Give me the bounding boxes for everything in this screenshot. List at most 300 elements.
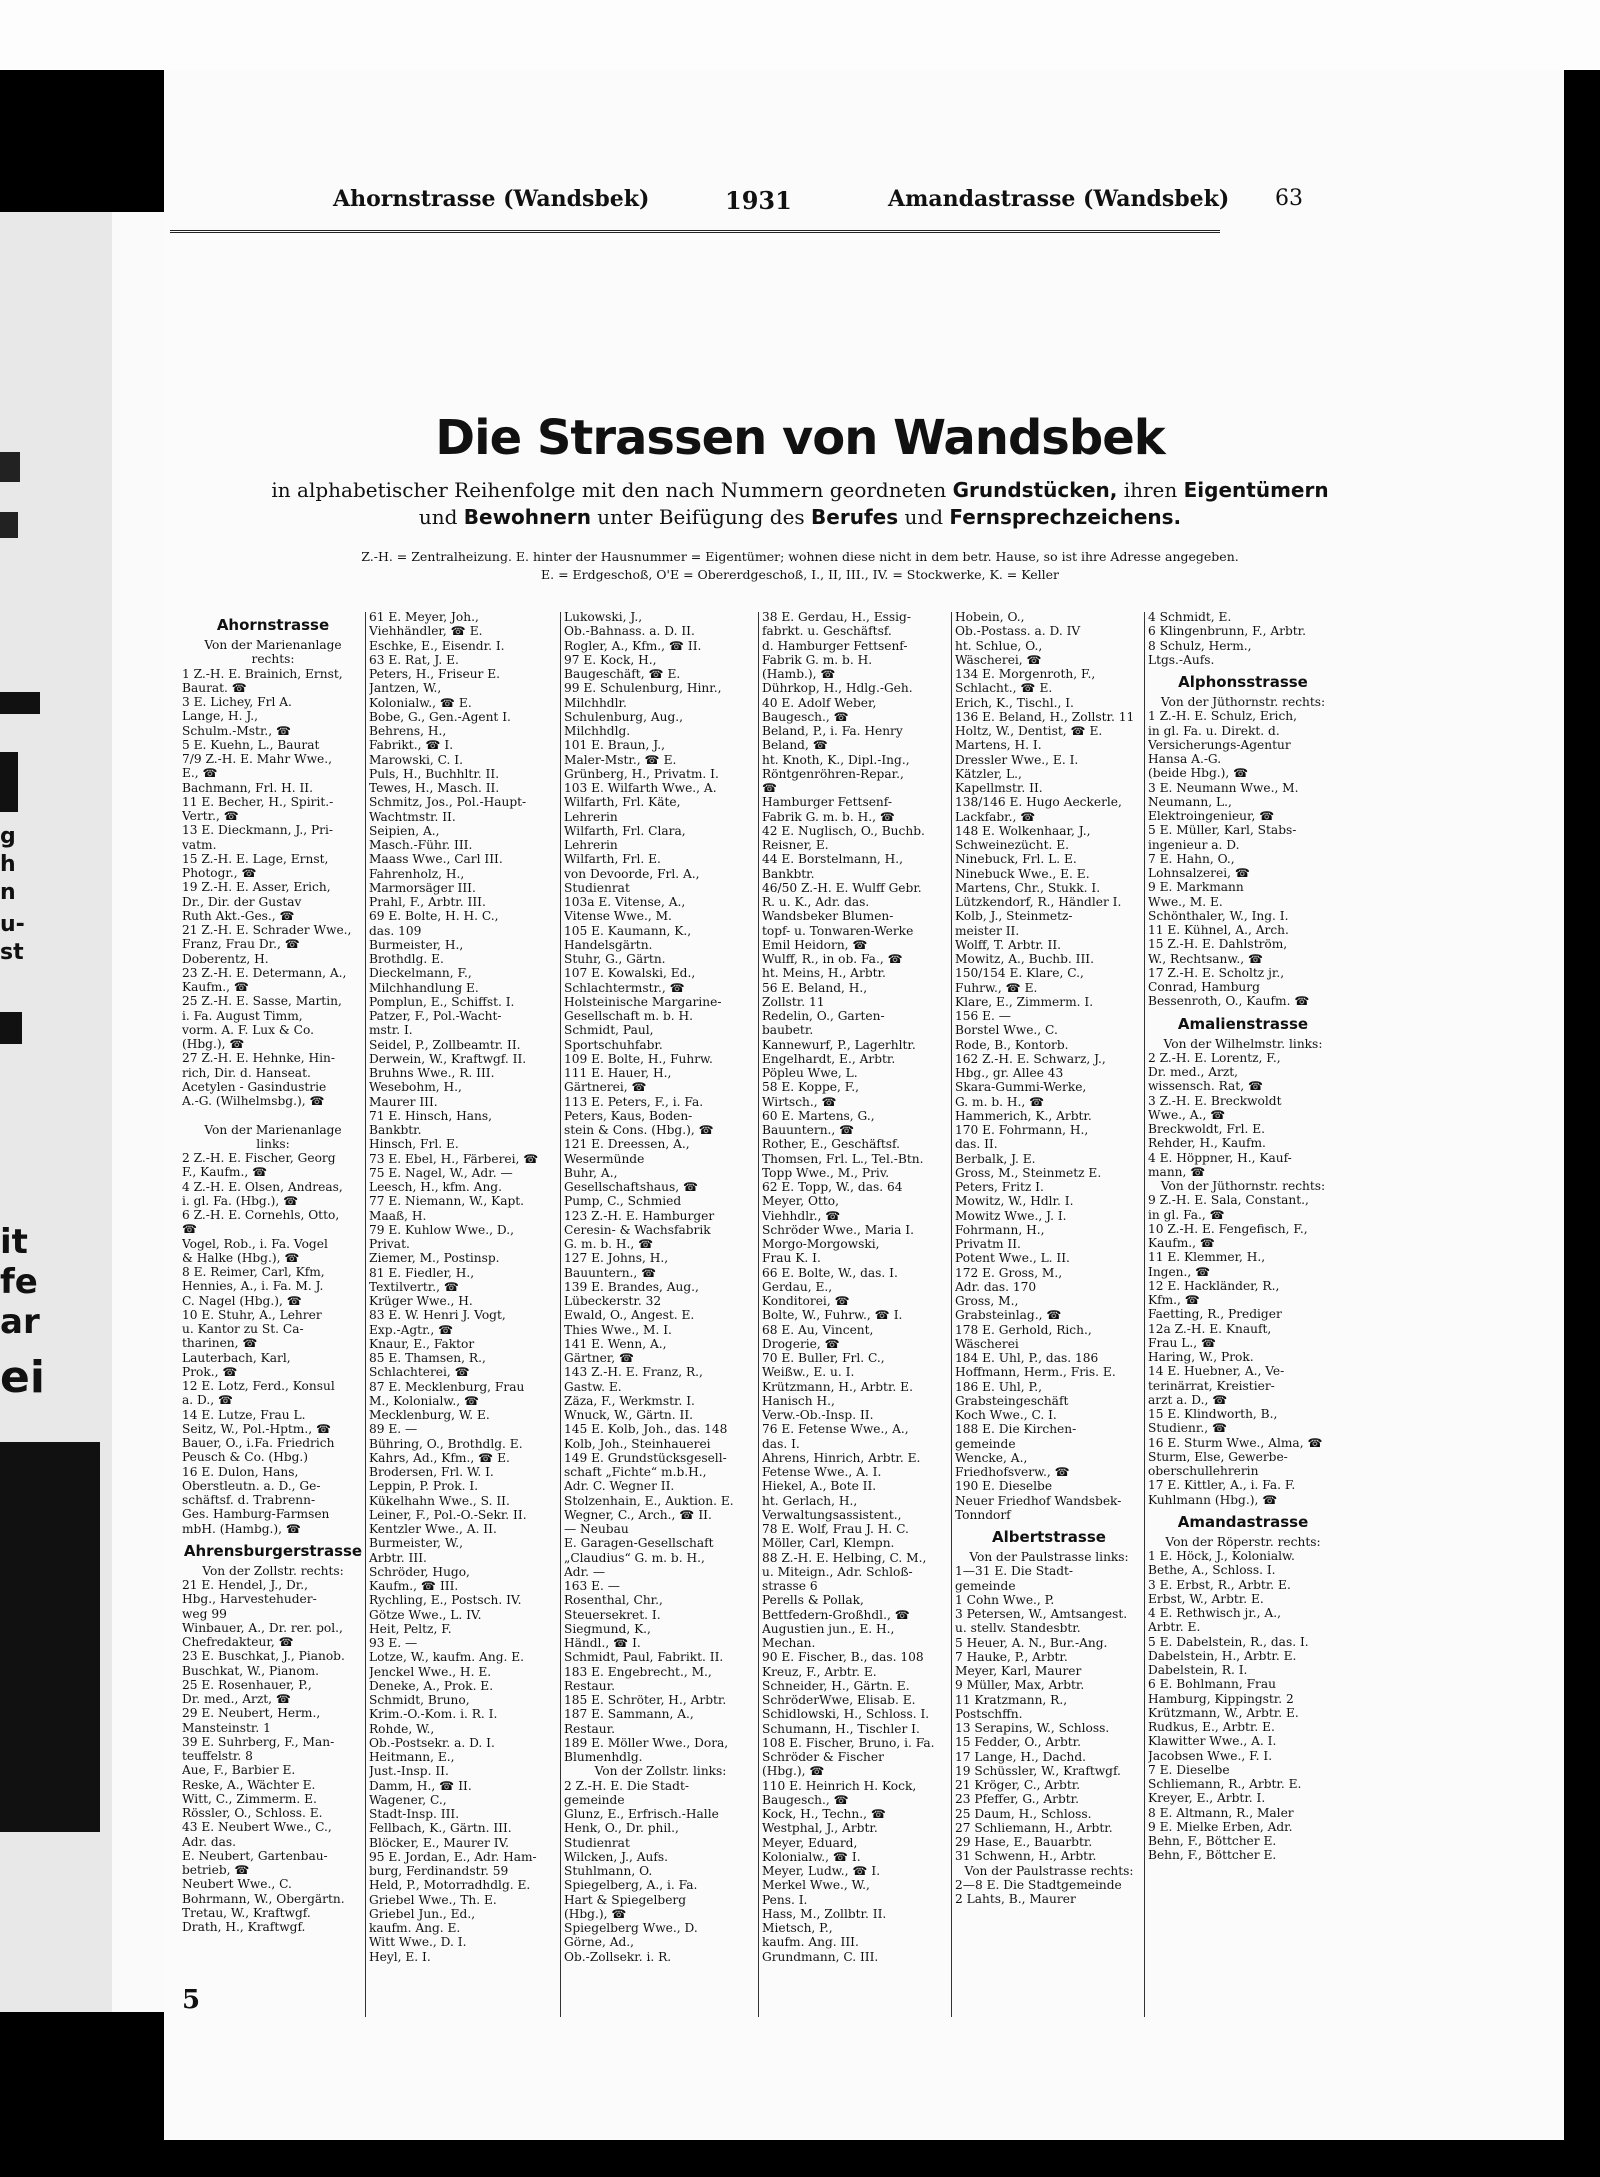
directory-entry: 38 E. Gerdau, H., Essig- — [762, 610, 911, 624]
directory-entry: Rychling, E., Postsch. IV. — [369, 1593, 522, 1608]
directory-entry: Pomplun, E., Schiffst. I. — [369, 994, 515, 1009]
directory-entry: Hamburg, Kippingstr. 2 — [1148, 1691, 1294, 1706]
page-title: Die Strassen von Wandsbek — [435, 410, 1165, 466]
directory-entry: Hoffmann, Herm., Fris. E. — [955, 1365, 1116, 1380]
directory-entry: Kahrs, Ad., Kfm., ☎ E. — [369, 1450, 510, 1465]
directory-entry: 23 E. Buschkat, J., Pianob. — [182, 1649, 345, 1664]
directory-entry: Ninebuck Wwe., E. E. — [955, 866, 1090, 881]
directory-entry: Peters, H., Friseur E. — [369, 667, 501, 681]
directory-entry: 15 E. Klindworth, B., — [1148, 1407, 1278, 1421]
directory-entry: Kuhlmann (Hbg.), ☎ — [1148, 1492, 1278, 1507]
directory-entry: Meyer, Ludw., ☎ I. — [762, 1864, 881, 1878]
directory-entry: (Hbg.), ☎ — [182, 1037, 245, 1051]
directory-entry: gemeinde — [564, 1792, 625, 1807]
directory-entry: Wulff, R., in ob. Fa., ☎ — [762, 952, 903, 966]
directory-entry: Schmidt, Bruno, — [369, 1693, 470, 1707]
directory-entry: 81 E. Fiedler, H., — [369, 1265, 475, 1280]
directory-entry: 39 E. Suhrberg, F., Man- — [182, 1734, 335, 1749]
directory-entry: Exp.-Agtr., ☎ — [369, 1322, 454, 1337]
directory-entry: in gl. Fa. u. Direkt. d. — [1148, 723, 1280, 738]
fragment-text: fe — [0, 1262, 38, 1302]
directory-entry: Dr. med., Arzt, — [1148, 1065, 1239, 1079]
directory-entry: Bettfedern-Großhdl., ☎ — [762, 1607, 910, 1622]
directory-entry: Kolb, J., Steinmetz- — [955, 909, 1073, 924]
directory-entry: Dressler Wwe., E. I. — [955, 752, 1079, 767]
section-subheading: Von der Marienanlage — [204, 638, 342, 652]
directory-entry: Maass Wwe., Carl III. — [369, 852, 503, 867]
directory-entry: Chefredakteur, ☎ — [182, 1635, 294, 1649]
directory-entry: Studienrat — [564, 1835, 630, 1850]
directory-entry: Dieckelmann, F., — [369, 966, 472, 981]
directory-entry: 15 Fedder, O., Arbtr. — [955, 1735, 1082, 1750]
directory-entry: Prahl, F., Arbtr. III. — [369, 895, 486, 909]
directory-entry: Deneke, A., Prok. E. — [369, 1678, 494, 1693]
directory-entry: Conrad, Hamburg — [1148, 980, 1260, 994]
directory-entry: R. u. K., Adr. das. — [762, 895, 870, 909]
header-year: 1931 — [725, 186, 792, 215]
column-rule — [560, 612, 561, 2017]
directory-entry: Mietsch, P., — [762, 1921, 833, 1935]
directory-entry: Mansteinstr. 1 — [182, 1720, 271, 1735]
fragment-text: st — [0, 940, 24, 965]
directory-entry: Leppin, P. Prok. I. — [369, 1479, 479, 1494]
directory-entry: 5 E. Dabelstein, R., das. I. — [1148, 1634, 1309, 1649]
directory-entry: 1—31 E. Die Stadt- — [955, 1564, 1074, 1579]
directory-entry: Jacobsen Wwe., F. I. — [1148, 1748, 1273, 1763]
directory-entry: 103 E. Wilfarth Wwe., A. — [564, 781, 717, 795]
column-rule — [758, 612, 759, 2017]
directory-entry: Wilfarth, Frl. Käte, — [564, 795, 681, 810]
directory-entry: Fetense Wwe., A. I. — [762, 1465, 882, 1479]
directory-entry: Winbauer, A., Dr. rer. pol., — [182, 1620, 343, 1635]
directory-entry: 27 Z.-H. E. Hehnke, Hin- — [182, 1051, 336, 1066]
directory-entry: 113 E. Peters, F., i. Fa. — [564, 1094, 704, 1109]
directory-entry: Viehhdlr., ☎ — [762, 1208, 841, 1223]
directory-entry: Maaß, H. — [369, 1208, 427, 1223]
directory-entry: Morgo-Morgowski, — [762, 1237, 880, 1251]
directory-entry: Bethe, A., Schloss. I. — [1148, 1563, 1276, 1578]
directory-entry: Grundmann, C. III. — [762, 1949, 879, 1964]
directory-entry: Krüger Wwe., H. — [369, 1294, 473, 1308]
directory-entry: Ltgs.-Aufs. — [1148, 652, 1215, 667]
directory-entry: Milchhdlg. — [564, 724, 631, 738]
directory-entry: 136 E. Beland, H., Zollstr. 11 — [955, 709, 1135, 724]
directory-entry: 63 E. Rat, J. E. — [369, 652, 459, 667]
directory-entry: 56 E. Beland, H., — [762, 980, 868, 995]
directory-entry: Bruhns Wwe., R. III. — [369, 1066, 495, 1080]
directory-entry: 83 E. W. Henri J. Vogt, — [369, 1308, 506, 1323]
directory-entry: Schulenburg, Aug., — [564, 709, 684, 724]
directory-entry: Reske, A., Wächter E. — [182, 1777, 316, 1792]
directory-entry: Kaufm., ☎ — [182, 980, 250, 994]
directory-entry: Kükelhahn Wwe., S. II. — [369, 1493, 510, 1508]
directory-entry: Studienrat — [564, 880, 630, 895]
directory-entry: Hass, M., Zollbtr. II. — [762, 1906, 887, 1921]
directory-column-3 — [564, 610, 757, 2030]
directory-entry: das. I. — [762, 1436, 800, 1451]
section-subheading: Von der Paulstrasse rechts: — [964, 1863, 1134, 1878]
directory-entry: Viehhändler, ☎ E. — [369, 624, 483, 639]
directory-entry: 121 E. Dreessen, A., — [564, 1137, 690, 1152]
directory-entry: terinärrat, Kreistier- — [1148, 1378, 1275, 1393]
directory-entry: Privat. — [369, 1237, 410, 1251]
directory-entry: 9 E. Mielke Erben, Adr. — [1148, 1819, 1293, 1834]
directory-entry: Dührkop, H., Hdlg.-Geh. — [762, 681, 913, 696]
directory-entry: 40 E. Adolf Weber, — [762, 695, 877, 710]
section-subheading: Von der Zollstr. rechts: — [202, 1563, 344, 1578]
directory-entry: Bohrmann, W., Obergärtn. — [182, 1891, 345, 1906]
directory-entry: Schönthaler, W., Ing. I. — [1148, 908, 1289, 923]
directory-entry: Grabsteinlag., ☎ — [955, 1308, 1062, 1323]
directory-entry: Neuer Friedhof Wandsbek- — [955, 1493, 1122, 1508]
directory-entry: Gesellschaft m. b. H. — [564, 1009, 694, 1023]
directory-entry: Bolte, W., Fuhrw., ☎ I. — [762, 1308, 903, 1323]
directory-entry: Heyl, E. I. — [369, 1949, 431, 1964]
directory-entry: Martens, H. I. — [955, 738, 1042, 753]
directory-entry: 12 E. Hackländer, R., — [1148, 1278, 1280, 1293]
directory-entry: 42 E. Nuglisch, O., Buchb. — [762, 823, 925, 838]
directory-entry: Reisner, E. — [762, 838, 829, 852]
directory-entry: Mecklenburg, W. E. — [369, 1408, 490, 1422]
directory-entry: arzt a. D., ☎ — [1148, 1392, 1228, 1407]
directory-entry: 5 Heuer, A. N., Bur.-Ang. — [955, 1635, 1108, 1650]
directory-entry: Hart & Spiegelberg — [564, 1892, 687, 1907]
directory-entry: Lohnsalzerei, ☎ — [1148, 866, 1251, 880]
directory-entry: 4 Schmidt, E. — [1148, 610, 1232, 624]
directory-entry: Schmidt, Paul, Fabrikt. II. — [564, 1650, 724, 1665]
directory-entry: 134 E. Morgenroth, F., — [955, 667, 1096, 681]
directory-entry: Thies Wwe., M. I. — [564, 1322, 672, 1337]
directory-entry: 188 E. Die Kirchen- — [955, 1422, 1077, 1437]
directory-entry: 4 Z.-H. E. Olsen, Andreas, — [182, 1179, 343, 1194]
directory-entry: u. Miteign., Adr. Schloß- — [762, 1564, 913, 1579]
directory-entry: 3 Z.-H. E. Breckwoldt — [1148, 1093, 1282, 1108]
directory-entry: 6 E. Bohlmann, Frau — [1148, 1677, 1276, 1692]
directory-entry: Baugeschäft, ☎ E. — [564, 667, 681, 681]
directory-entry: Berbalk, J. E. — [955, 1151, 1036, 1166]
directory-entry: 85 E. Thamsen, R., — [369, 1351, 486, 1365]
directory-entry: Neumann, L., — [1148, 794, 1232, 809]
directory-entry: 11 E. Klemmer, H., — [1148, 1250, 1266, 1265]
directory-entry: d. Hamburger Fettsenf- — [762, 638, 908, 653]
directory-entry: Bauuntern., ☎ — [564, 1265, 657, 1280]
directory-entry: Sportschuhfabr. — [564, 1037, 663, 1052]
directory-entry: Peters, Fritz I. — [955, 1180, 1044, 1194]
directory-entry: 189 E. Möller Wwe., Dora, — [564, 1735, 729, 1750]
directory-entry: (beide Hbg.), ☎ — [1148, 766, 1249, 781]
directory-entry: 148 E. Wolkenhaar, J., — [955, 823, 1091, 838]
directory-entry: Photogr., ☎ — [182, 866, 257, 880]
directory-entry: Gärtnerei, ☎ — [564, 1080, 647, 1095]
directory-entry: Bobe, G., Gen.-Agent I. — [369, 709, 511, 724]
directory-entry: Grabsteingeschäft — [955, 1393, 1069, 1408]
directory-entry: 66 E. Bolte, W., das. I. — [762, 1265, 898, 1280]
directory-entry: Wäscherei, ☎ — [955, 652, 1042, 667]
directory-entry: Fabrikt., ☎ I. — [369, 738, 454, 753]
directory-entry: Händl., ☎ I. — [564, 1636, 641, 1650]
directory-entry: Beland, ☎ — [762, 738, 828, 753]
directory-entry: Mechan. — [762, 1636, 816, 1650]
directory-entry: 89 E. — — [369, 1422, 418, 1437]
directory-entry: Rode, B., Kontorb. — [955, 1037, 1069, 1052]
directory-entry: 87 E. Mecklenburg, Frau — [369, 1379, 525, 1394]
directory-entry: Wegner, C., Arch., ☎ II. — [564, 1507, 712, 1522]
directory-entry: Derwein, W., Kraftwgf. II. — [369, 1051, 527, 1066]
directory-entry: Konditorei, ☎ — [762, 1294, 850, 1308]
directory-entry: SchröderWwe, Elisab. E. — [762, 1693, 916, 1707]
directory-entry: Schulm.-Mstr., ☎ — [182, 723, 292, 738]
directory-entry: E. Garagen-Gesellschaft — [564, 1536, 714, 1551]
directory-entry: 43 E. Neubert Wwe., C., — [182, 1820, 332, 1835]
directory-entry: 25 E. Rosenhauer, P., — [182, 1677, 312, 1692]
directory-entry: 138/146 E. Hugo Aeckerle, — [955, 795, 1122, 810]
directory-entry: Studienr., ☎ — [1148, 1421, 1228, 1436]
directory-entry: 15 Z.-H. E. Dahlström, — [1148, 937, 1288, 952]
directory-entry: Röntgenröhren-Repar., — [762, 766, 904, 781]
directory-entry: 105 E. Kaumann, K., — [564, 923, 692, 938]
directory-entry: 29 Hase, E., Bauarbtr. — [955, 1835, 1093, 1849]
directory-entry: teuffelstr. 8 — [182, 1749, 253, 1763]
directory-entry: Neubert Wwe., C. — [182, 1877, 292, 1892]
directory-entry: Griebel Wwe., Th. E. — [369, 1892, 497, 1907]
directory-entry: E., ☎ — [182, 766, 218, 781]
directory-entry: Glunz, E., Erfrisch.-Halle — [564, 1807, 719, 1821]
directory-entry: tharinen, ☎ — [182, 1336, 258, 1351]
directory-entry: Hanisch H., — [762, 1393, 835, 1408]
directory-entry: Möller, Carl, Klempn. — [762, 1536, 895, 1551]
directory-entry: 4 E. Rethwisch jr., A., — [1148, 1606, 1281, 1620]
directory-entry: Mowitz, W., Hdlr. I. — [955, 1194, 1074, 1209]
directory-entry: Kapellmstr. II. — [955, 781, 1043, 795]
directory-entry: 17 Z.-H. E. Scholtz jr., — [1148, 965, 1285, 980]
directory-entry: Damm, H., ☎ II. — [369, 1778, 472, 1793]
directory-entry: Seitz, W., Pol.-Hptm., ☎ — [182, 1421, 332, 1436]
directory-entry: 27 Schliemann, H., Arbtr. — [955, 1820, 1113, 1835]
directory-entry: 23 Pfeffer, G., Arbtr. — [955, 1792, 1080, 1807]
directory-entry: Aue, F., Barbier E. — [182, 1763, 296, 1778]
directory-entry: Brothdlg. E. — [369, 952, 444, 966]
directory-entry: 185 E. Schröter, H., Arbtr. — [564, 1693, 727, 1707]
directory-entry: G. m. b. H., ☎ — [564, 1237, 654, 1251]
directory-entry: 108 E. Fischer, Bruno, i. Fa. — [762, 1735, 935, 1750]
directory-entry: 1 E. Höck, J., Kolonialw. — [1148, 1549, 1295, 1563]
legend-line-2: E. = Erdgeschoß, O'E = Obererdgeschoß, I., II, III., IV. = Stockwerke, K. = Keller — [541, 567, 1059, 582]
directory-entry: Burmeister, H., — [369, 937, 464, 952]
directory-entry: Maurer III. — [369, 1094, 438, 1109]
directory-entry: Wilfarth, Frl. Clara, — [564, 823, 686, 838]
directory-entry: Stuhlmann, O. — [564, 1864, 653, 1878]
street-heading: Alphonsstrasse — [1178, 673, 1308, 691]
directory-entry: Witt Wwe., D. I. — [369, 1935, 467, 1950]
directory-entry: Krützmann, W., Arbtr. E. — [1148, 1705, 1299, 1720]
directory-entry: Kolb, Joh., Steinhauerei — [564, 1436, 711, 1451]
directory-entry: 8 Schulz, Herm., — [1148, 638, 1252, 653]
directory-entry: Bauuntern., ☎ — [762, 1123, 855, 1137]
directory-entry: von Devoorde, Frl. A., — [564, 866, 700, 881]
directory-entry: 29 E. Neubert, Herm., — [182, 1706, 321, 1721]
directory-entry: baubetr. — [762, 1023, 814, 1038]
directory-entry: (Hbg.), ☎ — [762, 1764, 825, 1779]
directory-entry: 107 E. Kowalski, Ed., — [564, 966, 696, 981]
directory-entry: Ingen., ☎ — [1148, 1264, 1211, 1279]
directory-entry: 7 E. Hahn, O., — [1148, 851, 1235, 866]
directory-entry: Lange, H. J., — [182, 709, 259, 724]
directory-entry: Kannewurf, P., Lagerhltr. — [762, 1037, 916, 1052]
directory-entry: Perells & Pollak, — [762, 1593, 864, 1608]
directory-entry: 8 E. Altmann, R., Maler — [1148, 1805, 1294, 1820]
directory-entry: Schneider, H., Gärtn. E. — [762, 1678, 910, 1693]
directory-entry: Frau L., ☎ — [1148, 1335, 1217, 1350]
directory-entry: strasse 6 — [762, 1579, 818, 1593]
directory-entry: 77 E. Niemann, W., Kapt. — [369, 1194, 525, 1209]
column-rule — [1144, 612, 1145, 2017]
directory-entry: Gesellschaftshaus, ☎ — [564, 1180, 699, 1194]
directory-entry: kaufm. Ang. III. — [762, 1935, 859, 1950]
directory-entry: Milchhandlung E. — [369, 980, 479, 995]
directory-entry: Kaufm., ☎ III. — [369, 1579, 459, 1593]
directory-entry: Wandsbeker Blumen- — [762, 909, 894, 924]
directory-entry: 145 E. Kolb, Joh., das. 148 — [564, 1422, 728, 1437]
directory-entry: Oberstleutn. a. D., Ge- — [182, 1478, 321, 1493]
directory-entry: 9 Z.-H. E. Sala, Constant., — [1148, 1193, 1309, 1208]
directory-entry: Dr., Dir. der Gustav — [182, 894, 302, 909]
directory-entry: meister II. — [955, 923, 1020, 938]
directory-entry: Marmorsäger III. — [369, 880, 476, 895]
directory-entry: Ob.-Postsekr. a. D. I. — [369, 1735, 495, 1750]
directory-entry: Spiegelberg Wwe., D. — [564, 1921, 698, 1935]
directory-entry: Schröder & Fischer — [762, 1750, 884, 1764]
directory-entry: 127 E. Johns, H., — [564, 1251, 669, 1266]
directory-entry: Kreuz, F., Arbtr. E. — [762, 1664, 877, 1679]
directory-entry: Martens, Chr., Stukk. I. — [955, 880, 1101, 895]
directory-entry: Ges. Hamburg-Farmsen — [182, 1507, 330, 1522]
directory-entry: 149 E. Grundstücksgesell- — [564, 1450, 727, 1465]
directory-entry: Verw.-Ob.-Insp. II. — [762, 1408, 874, 1422]
directory-entry: Pump, C., Schmied — [564, 1194, 682, 1209]
directory-entry: 90 E. Fischer, B., das. 108 — [762, 1650, 924, 1665]
directory-entry: Peters, Kaus, Boden- — [564, 1108, 693, 1123]
directory-entry: Gerdau, E., — [762, 1279, 833, 1294]
directory-entry: Erich, K., Tischl., I. — [955, 695, 1074, 710]
directory-column-5 — [955, 610, 1143, 2030]
subtitle-line-2: und Bewohnern unter Beifügung des Berufes und Fernsprechzeichens. — [418, 505, 1182, 529]
directory-entry: Blumenhdlg. — [564, 1750, 643, 1764]
directory-entry: 172 E. Gross, M., — [955, 1265, 1063, 1280]
directory-entry: 46/50 Z.-H. E. Wulff Gebr. — [762, 880, 922, 895]
directory-entry: Schliemann, R., Arbtr. E. — [1148, 1777, 1302, 1791]
directory-entry: Behn, F., Böttcher E. — [1148, 1848, 1277, 1863]
directory-entry: Jenckel Wwe., H. E. — [369, 1664, 492, 1679]
directory-entry: Rohde, W., — [369, 1721, 435, 1736]
directory-entry: Augustien jun., E. H., — [762, 1621, 895, 1636]
directory-entry: Hiekel, A., Bote II. — [762, 1479, 877, 1494]
directory-entry: Lackfabr., ☎ — [955, 809, 1036, 824]
section-subheading: Von der Zollstr. links: — [594, 1764, 727, 1779]
directory-entry: Holtz, W., Dentist, ☎ E. — [955, 724, 1103, 738]
directory-entry: Baurat. ☎ — [182, 680, 247, 695]
directory-entry: kaufm. Ang. E. — [369, 1921, 461, 1935]
directory-entry: Gross, M., Steinmetz E. — [955, 1165, 1102, 1180]
directory-entry: Hennies, A., i. Fa. M. J. — [182, 1279, 324, 1294]
directory-entry: 44 E. Borstelmann, H., — [762, 852, 904, 867]
directory-column-6 — [1148, 610, 1338, 2030]
directory-entry: a. D., ☎ — [182, 1393, 234, 1408]
directory-entry: 14 E. Huebner, A., Ve- — [1148, 1364, 1285, 1379]
directory-entry: stein & Cons. (Hbg.), ☎ — [564, 1123, 714, 1137]
directory-entry: Hobein, O., — [955, 610, 1025, 624]
directory-entry: 60 E. Martens, G., — [762, 1108, 875, 1123]
directory-entry: 143 Z.-H. E. Franz, R., — [564, 1365, 703, 1380]
directory-entry: 190 E. Dieselbe — [955, 1479, 1053, 1494]
directory-entry: 9 E. Markmann — [1148, 880, 1244, 895]
directory-entry: 11 E. Kühnel, A., Arch. — [1148, 923, 1289, 937]
directory-entry: 3 E. Lichey, Frl A. — [182, 695, 292, 709]
directory-entry: Tretau, W., Kraftwgf. — [182, 1905, 311, 1920]
directory-entry: Rother, E., Geschäftsf. — [762, 1137, 900, 1152]
street-heading: Albertstrasse — [992, 1528, 1106, 1546]
section-subheading: rechts: — [251, 652, 295, 667]
directory-column-4 — [762, 610, 950, 2030]
directory-entry: Spiegelberg, A., i. Fa. — [564, 1878, 698, 1893]
directory-entry: Kolonialw., ☎ E. — [369, 695, 472, 710]
street-heading: Ahrensburgerstrasse — [183, 1541, 363, 1560]
directory-entry: Lukowski, J., — [564, 610, 643, 624]
directory-entry: Schröder, Hugo, — [369, 1564, 470, 1579]
directory-entry: Siegmund, K., — [564, 1621, 651, 1636]
directory-entry: Ruth Akt.-Ges., ☎ — [182, 908, 295, 923]
directory-entry: Haring, W., Prok. — [1148, 1350, 1254, 1364]
directory-entry: 10 Z.-H. E. Fengefisch, F., — [1148, 1221, 1308, 1236]
directory-entry: Griebel Jun., Ed., — [369, 1906, 476, 1921]
directory-entry: u. stellv. Standesbtr. — [955, 1621, 1081, 1636]
directory-entry: Grünberg, H., Privatm. I. — [564, 766, 719, 781]
directory-entry: Hamburger Fettsenf- — [762, 795, 892, 810]
directory-entry: 17 E. Kittler, A., i. Fa. F. — [1148, 1478, 1296, 1493]
directory-entry: Potent Wwe., L. II. — [955, 1251, 1070, 1266]
fragment-text: u- — [0, 912, 25, 937]
section-subheading: Von der Röperstr. rechts: — [1165, 1534, 1321, 1549]
directory-entry: mann, ☎ — [1148, 1164, 1206, 1179]
directory-entry: 14 E. Lutze, Frau L. — [182, 1407, 306, 1422]
directory-entry: Meyer, Otto, — [762, 1194, 840, 1209]
directory-entry: 184 E. Uhl, P., das. 186 — [955, 1351, 1099, 1365]
directory-entry: Schröder Wwe., Maria I. — [762, 1222, 914, 1237]
directory-entry: ht. Schlue, O., — [955, 638, 1043, 653]
directory-entry: i. gl. Fa. (Hbg.), ☎ — [182, 1193, 299, 1208]
directory-entry: Patzer, F., Pol.-Wacht- — [369, 1009, 502, 1023]
directory-entry: 1 Cohn Wwe., P. — [955, 1592, 1055, 1607]
directory-entry: schaft „Fichte“ m.b.H., — [564, 1465, 707, 1479]
directory-entry: 186 E. Uhl, P., — [955, 1379, 1043, 1394]
directory-entry: 103a E. Vitense, A., — [564, 895, 686, 909]
directory-entry: Textilvertr., ☎ — [369, 1279, 460, 1294]
directory-entry: 13 E. Dieckmann, J., Pri- — [182, 823, 333, 838]
directory-entry: ☎ — [762, 781, 778, 795]
section-subheading: Von der Jüthornstr. rechts: — [1160, 1179, 1326, 1193]
directory-entry: Wwe., A., ☎ — [1148, 1107, 1226, 1122]
header-rule — [170, 230, 1220, 233]
directory-entry: 11 E. Becher, H., Spirit.- — [182, 794, 334, 809]
directory-entry: Klawitter Wwe., A. I. — [1148, 1734, 1277, 1749]
directory-entry: 2 Z.-H. E. Lorentz, F., — [1148, 1050, 1281, 1065]
directory-entry: Seipien, A., — [369, 823, 440, 838]
directory-entry: 123 Z.-H. E. Hamburger — [564, 1208, 715, 1223]
directory-entry: ht. Knoth, K., Dipl.-Ing., — [762, 752, 910, 767]
directory-entry: M., Kolonialw., ☎ — [369, 1393, 480, 1408]
directory-entry: Adr. das. 170 — [955, 1279, 1037, 1294]
section-subheading: Von der Paulstrasse links: — [969, 1550, 1129, 1564]
directory-entry: 97 E. Kock, H., — [564, 652, 657, 667]
